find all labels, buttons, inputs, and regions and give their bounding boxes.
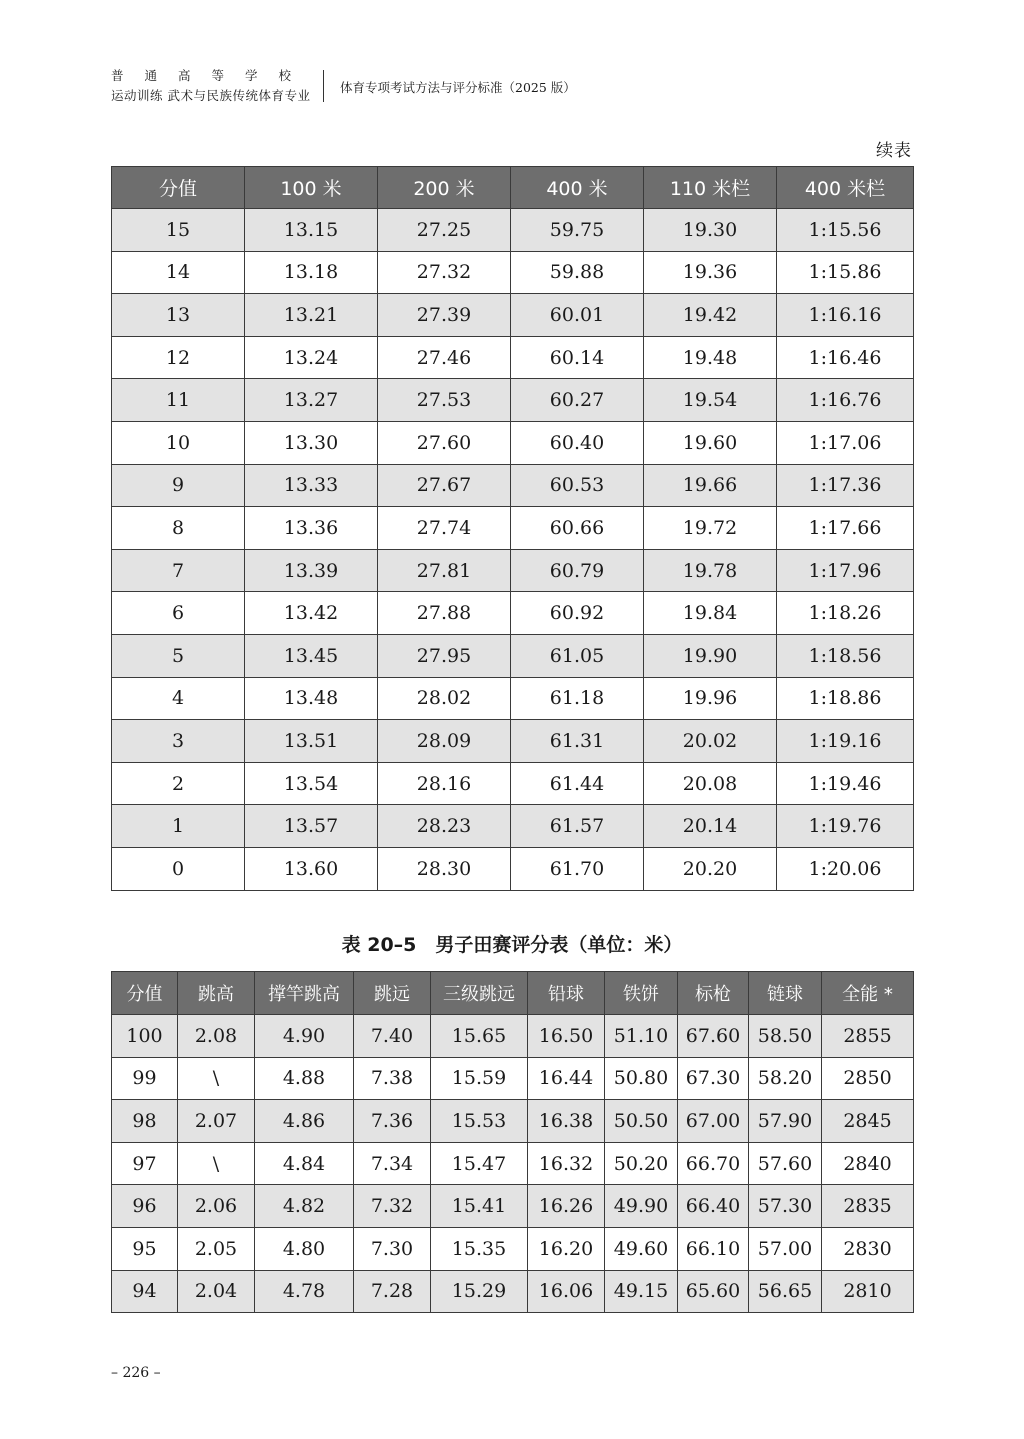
table-cell: 28.30 bbox=[378, 847, 511, 890]
table-cell: 13.54 bbox=[245, 762, 378, 805]
table-cell: 4.84 bbox=[255, 1142, 354, 1185]
table-cell: 19.36 bbox=[644, 251, 777, 294]
table-cell: 28.16 bbox=[378, 762, 511, 805]
table-cell: 20.14 bbox=[644, 805, 777, 848]
table-cell: 60.27 bbox=[511, 379, 644, 422]
table-cell: 61.44 bbox=[511, 762, 644, 805]
table-cell: 19.60 bbox=[644, 421, 777, 464]
table-cell: 6 bbox=[112, 592, 245, 635]
table-cell: 1:19.76 bbox=[777, 805, 914, 848]
table-cell: 15.29 bbox=[431, 1270, 528, 1313]
table-cell: 4.90 bbox=[255, 1015, 354, 1058]
table-cell: 27.74 bbox=[378, 507, 511, 550]
table-cell: 1:17.36 bbox=[777, 464, 914, 507]
table-cell: 1:15.56 bbox=[777, 209, 914, 252]
table-cell: 1:17.66 bbox=[777, 507, 914, 550]
table-cell: 60.53 bbox=[511, 464, 644, 507]
column-header: 分值 bbox=[112, 167, 245, 209]
table-cell: 13.51 bbox=[245, 720, 378, 763]
table-cell: 65.60 bbox=[678, 1270, 749, 1313]
table-row bbox=[112, 421, 914, 464]
table-cell: \ bbox=[178, 1057, 255, 1100]
column-header: 标枪 bbox=[678, 972, 749, 1015]
column-header: 跳高 bbox=[178, 972, 255, 1015]
column-header: 分值 bbox=[112, 972, 178, 1015]
table-cell: \ bbox=[178, 1142, 255, 1185]
table-cell: 19.96 bbox=[644, 677, 777, 720]
table-row bbox=[112, 1227, 914, 1270]
table-row bbox=[112, 1057, 914, 1100]
table-row bbox=[112, 1015, 914, 1058]
table-cell: 19.90 bbox=[644, 634, 777, 677]
header-divider bbox=[323, 70, 324, 102]
table-cell: 19.42 bbox=[644, 294, 777, 337]
table-cell: 2.08 bbox=[178, 1015, 255, 1058]
column-header: 铅球 bbox=[528, 972, 605, 1015]
table-cell: 1:19.16 bbox=[777, 720, 914, 763]
field-score-table bbox=[111, 971, 914, 1313]
table-cell: 15.59 bbox=[431, 1057, 528, 1100]
table-cell: 1:18.56 bbox=[777, 634, 914, 677]
table-cell: 7.32 bbox=[354, 1185, 431, 1228]
table-cell: 20.20 bbox=[644, 847, 777, 890]
table-cell: 10 bbox=[112, 421, 245, 464]
table-cell: 61.31 bbox=[511, 720, 644, 763]
table-cell: 2855 bbox=[822, 1015, 914, 1058]
table-row bbox=[112, 634, 914, 677]
table-cell: 61.57 bbox=[511, 805, 644, 848]
table-cell: 27.53 bbox=[378, 379, 511, 422]
table-cell: 2810 bbox=[822, 1270, 914, 1313]
table-cell: 60.40 bbox=[511, 421, 644, 464]
table-cell: 57.90 bbox=[749, 1100, 822, 1143]
table-cell: 2850 bbox=[822, 1057, 914, 1100]
table-cell: 16.44 bbox=[528, 1057, 605, 1100]
table-cell: 13.36 bbox=[245, 507, 378, 550]
table-cell: 49.90 bbox=[605, 1185, 678, 1228]
table-cell: 1:15.86 bbox=[777, 251, 914, 294]
table-cell: 15 bbox=[112, 209, 245, 252]
table-cell: 27.25 bbox=[378, 209, 511, 252]
column-header: 400 米栏 bbox=[777, 167, 914, 209]
table-cell: 2830 bbox=[822, 1227, 914, 1270]
table-cell: 60.92 bbox=[511, 592, 644, 635]
table-row bbox=[112, 464, 914, 507]
table-cell: 4.86 bbox=[255, 1100, 354, 1143]
table-cell: 13.42 bbox=[245, 592, 378, 635]
table-cell: 58.50 bbox=[749, 1015, 822, 1058]
table-cell: 13.39 bbox=[245, 549, 378, 592]
table-cell: 20.08 bbox=[644, 762, 777, 805]
table-cell: 7.34 bbox=[354, 1142, 431, 1185]
table-cell: 66.70 bbox=[678, 1142, 749, 1185]
table-cell: 14 bbox=[112, 251, 245, 294]
table-row bbox=[112, 1100, 914, 1143]
table-cell: 66.10 bbox=[678, 1227, 749, 1270]
table-cell: 19.78 bbox=[644, 549, 777, 592]
table-cell: 61.18 bbox=[511, 677, 644, 720]
table-cell: 19.66 bbox=[644, 464, 777, 507]
table-cell: 7.28 bbox=[354, 1270, 431, 1313]
table-cell: 16.06 bbox=[528, 1270, 605, 1313]
table-cell: 27.60 bbox=[378, 421, 511, 464]
table-cell: 1:18.86 bbox=[777, 677, 914, 720]
table-cell: 59.88 bbox=[511, 251, 644, 294]
table-cell: 4 bbox=[112, 677, 245, 720]
table-cell: 3 bbox=[112, 720, 245, 763]
table-cell: 5 bbox=[112, 634, 245, 677]
table-cell: 28.02 bbox=[378, 677, 511, 720]
table-cell: 96 bbox=[112, 1185, 178, 1228]
table-cell: 2 bbox=[112, 762, 245, 805]
table-cell: 15.47 bbox=[431, 1142, 528, 1185]
table-cell: 59.75 bbox=[511, 209, 644, 252]
table-cell: 1:20.06 bbox=[777, 847, 914, 890]
table-header-row bbox=[112, 167, 914, 209]
table-row bbox=[112, 677, 914, 720]
table-cell: 50.80 bbox=[605, 1057, 678, 1100]
column-header: 100 米 bbox=[245, 167, 378, 209]
table-cell: 97 bbox=[112, 1142, 178, 1185]
table-cell: 0 bbox=[112, 847, 245, 890]
table-row bbox=[112, 507, 914, 550]
track-score-table bbox=[111, 166, 914, 891]
table-cell: 60.79 bbox=[511, 549, 644, 592]
table-row bbox=[112, 1142, 914, 1185]
table-cell: 7.36 bbox=[354, 1100, 431, 1143]
table-row bbox=[112, 379, 914, 422]
page-number: – 226 – bbox=[111, 1365, 161, 1381]
table-cell: 19.84 bbox=[644, 592, 777, 635]
table-cell: 28.09 bbox=[378, 720, 511, 763]
running-header-left bbox=[111, 66, 312, 106]
table-cell: 16.32 bbox=[528, 1142, 605, 1185]
table-cell: 16.38 bbox=[528, 1100, 605, 1143]
table-cell: 27.81 bbox=[378, 549, 511, 592]
table-cell: 16.50 bbox=[528, 1015, 605, 1058]
column-header: 全能 * bbox=[822, 972, 914, 1015]
table-cell: 1:16.46 bbox=[777, 336, 914, 379]
table-cell: 7.30 bbox=[354, 1227, 431, 1270]
table-cell: 4.80 bbox=[255, 1227, 354, 1270]
table-row bbox=[112, 1270, 914, 1313]
table-cell: 1 bbox=[112, 805, 245, 848]
table-cell: 57.30 bbox=[749, 1185, 822, 1228]
table-cell: 2835 bbox=[822, 1185, 914, 1228]
table-cell: 15.65 bbox=[431, 1015, 528, 1058]
table-cell: 50.20 bbox=[605, 1142, 678, 1185]
table-cell: 13.57 bbox=[245, 805, 378, 848]
table-row bbox=[112, 720, 914, 763]
table-cell: 67.60 bbox=[678, 1015, 749, 1058]
table-cell: 4.88 bbox=[255, 1057, 354, 1100]
table-cell: 27.67 bbox=[378, 464, 511, 507]
column-header: 跳远 bbox=[354, 972, 431, 1015]
table-cell: 2.07 bbox=[178, 1100, 255, 1143]
table-row bbox=[112, 1185, 914, 1228]
table-cell: 2.04 bbox=[178, 1270, 255, 1313]
table-row bbox=[112, 549, 914, 592]
table-cell: 11 bbox=[112, 379, 245, 422]
table-cell: 13.33 bbox=[245, 464, 378, 507]
table-title: 表 20–5 男子田赛评分表（单位：米） bbox=[341, 934, 683, 956]
table-row bbox=[112, 762, 914, 805]
column-header: 110 米栏 bbox=[644, 167, 777, 209]
table-cell: 19.30 bbox=[644, 209, 777, 252]
table-cell: 66.40 bbox=[678, 1185, 749, 1228]
table-cell: 95 bbox=[112, 1227, 178, 1270]
table-cell: 28.23 bbox=[378, 805, 511, 848]
table-cell: 12 bbox=[112, 336, 245, 379]
table-cell: 19.72 bbox=[644, 507, 777, 550]
table-cell: 19.54 bbox=[644, 379, 777, 422]
table-row bbox=[112, 592, 914, 635]
table-cell: 56.65 bbox=[749, 1270, 822, 1313]
table-cell: 98 bbox=[112, 1100, 178, 1143]
table-cell: 1:19.46 bbox=[777, 762, 914, 805]
table-cell: 13.27 bbox=[245, 379, 378, 422]
table-cell: 20.02 bbox=[644, 720, 777, 763]
table-cell: 13.60 bbox=[245, 847, 378, 890]
table-cell: 49.60 bbox=[605, 1227, 678, 1270]
table-cell: 1:17.06 bbox=[777, 421, 914, 464]
table-cell: 49.15 bbox=[605, 1270, 678, 1313]
table-cell: 13.48 bbox=[245, 677, 378, 720]
table-cell: 13.30 bbox=[245, 421, 378, 464]
table-cell: 2.05 bbox=[178, 1227, 255, 1270]
table-cell: 50.50 bbox=[605, 1100, 678, 1143]
table-cell: 94 bbox=[112, 1270, 178, 1313]
table-cell: 7 bbox=[112, 549, 245, 592]
table-cell: 57.60 bbox=[749, 1142, 822, 1185]
table-row bbox=[112, 805, 914, 848]
table-cell: 27.32 bbox=[378, 251, 511, 294]
table-cell: 13.18 bbox=[245, 251, 378, 294]
table-cell: 51.10 bbox=[605, 1015, 678, 1058]
table-cell: 1:16.16 bbox=[777, 294, 914, 337]
table-cell: 9 bbox=[112, 464, 245, 507]
header-line-1: 普通高等学校 bbox=[111, 68, 313, 83]
table-cell: 27.95 bbox=[378, 634, 511, 677]
table-cell: 27.39 bbox=[378, 294, 511, 337]
table-cell: 58.20 bbox=[749, 1057, 822, 1100]
table-cell: 13.21 bbox=[245, 294, 378, 337]
table-cell: 61.05 bbox=[511, 634, 644, 677]
table-row bbox=[112, 294, 914, 337]
table-cell: 13.15 bbox=[245, 209, 378, 252]
table-cell: 4.78 bbox=[255, 1270, 354, 1313]
table-cell: 60.66 bbox=[511, 507, 644, 550]
table-cell: 100 bbox=[112, 1015, 178, 1058]
table-cell: 7.40 bbox=[354, 1015, 431, 1058]
table-row bbox=[112, 336, 914, 379]
table-cell: 67.30 bbox=[678, 1057, 749, 1100]
table-cell: 2840 bbox=[822, 1142, 914, 1185]
table-cell: 2.06 bbox=[178, 1185, 255, 1228]
table-cell: 60.14 bbox=[511, 336, 644, 379]
continued-label: 续表 bbox=[876, 141, 912, 161]
column-header: 200 米 bbox=[378, 167, 511, 209]
table-cell: 27.88 bbox=[378, 592, 511, 635]
table-cell: 1:16.76 bbox=[777, 379, 914, 422]
column-header: 铁饼 bbox=[605, 972, 678, 1015]
column-header: 链球 bbox=[749, 972, 822, 1015]
table-cell: 13.24 bbox=[245, 336, 378, 379]
table-row bbox=[112, 847, 914, 890]
table-cell: 8 bbox=[112, 507, 245, 550]
table-header-row bbox=[112, 972, 914, 1015]
table-cell: 1:17.96 bbox=[777, 549, 914, 592]
table-row bbox=[112, 251, 914, 294]
table-cell: 4.82 bbox=[255, 1185, 354, 1228]
column-header: 三级跳远 bbox=[431, 972, 528, 1015]
table-cell: 15.41 bbox=[431, 1185, 528, 1228]
table-cell: 16.20 bbox=[528, 1227, 605, 1270]
table-cell: 15.35 bbox=[431, 1227, 528, 1270]
table-cell: 27.46 bbox=[378, 336, 511, 379]
table-cell: 13.45 bbox=[245, 634, 378, 677]
column-header: 撑竿跳高 bbox=[255, 972, 354, 1015]
table-row bbox=[112, 209, 914, 252]
table-cell: 61.70 bbox=[511, 847, 644, 890]
column-header: 400 米 bbox=[511, 167, 644, 209]
table-cell: 1:18.26 bbox=[777, 592, 914, 635]
table-cell: 57.00 bbox=[749, 1227, 822, 1270]
table-cell: 67.00 bbox=[678, 1100, 749, 1143]
table-cell: 16.26 bbox=[528, 1185, 605, 1228]
table-cell: 60.01 bbox=[511, 294, 644, 337]
header-line-2: 运动训练 武术与民族传统体育专业 bbox=[111, 88, 311, 103]
table-cell: 99 bbox=[112, 1057, 178, 1100]
table-cell: 15.53 bbox=[431, 1100, 528, 1143]
header-title: 体育专项考试方法与评分标准（2025 版） bbox=[340, 80, 576, 95]
table-cell: 2845 bbox=[822, 1100, 914, 1143]
table-cell: 7.38 bbox=[354, 1057, 431, 1100]
table-cell: 13 bbox=[112, 294, 245, 337]
table-cell: 19.48 bbox=[644, 336, 777, 379]
